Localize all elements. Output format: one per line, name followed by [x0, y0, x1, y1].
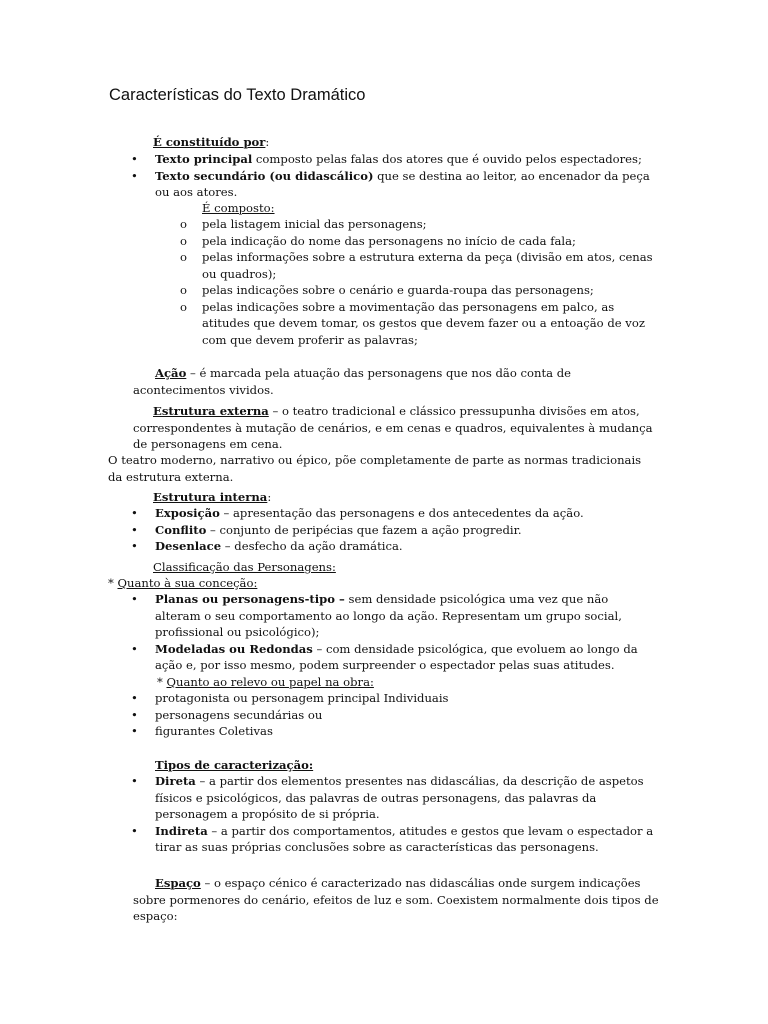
action-paragraph	[133, 365, 653, 398]
item-text: composto pelas falas dos atores que é ouvido pelos espectadores;	[252, 152, 642, 166]
item-term: Direta	[155, 774, 196, 788]
characterization-heading: Tipos de caracterização:	[155, 758, 314, 772]
list-item	[180, 216, 654, 233]
item-text: pela listagem inicial das personagens;	[202, 217, 427, 231]
space-paragraph	[133, 875, 663, 925]
internal-structure-heading-block	[153, 489, 653, 506]
bullet-marker: •	[131, 522, 138, 537]
modern-theatre-paragraph	[108, 452, 658, 485]
bullet-marker: •	[131, 774, 138, 788]
circle-marker: o	[180, 299, 187, 314]
item-term: Texto principal	[155, 152, 253, 166]
item-text: pela indicação do nome das personagens no início de cada fala;	[202, 233, 576, 248]
action-term: Ação	[155, 366, 187, 380]
composed-heading: É composto:	[202, 201, 275, 215]
composed-list	[180, 216, 654, 348]
list-item	[180, 282, 654, 299]
relief-heading: Quanto ao relevo ou papel na obra:	[166, 675, 374, 689]
circle-marker: o	[180, 250, 187, 264]
list-item	[131, 591, 651, 641]
list-item	[131, 168, 665, 201]
conception-label: *	[108, 576, 118, 590]
bullet-marker: •	[131, 707, 138, 722]
item-term: Desenlace	[155, 539, 222, 553]
list-item	[131, 522, 665, 539]
circle-marker: o	[180, 233, 187, 248]
internal-structure-list	[131, 505, 665, 555]
characters-heading-block	[153, 559, 653, 576]
modern-theatre-text: O teatro moderno, narrativo ou épico, põe completamente de parte as normas tradicionais da estrutura externa.	[108, 453, 642, 484]
relief-label: *	[157, 675, 167, 689]
item-text: – a partir dos comportamentos, atitudes e gestos que levam o espectador a tirar as suas próprias conclusões sobre as características das personagens.	[155, 823, 654, 854]
item-term: Texto secundário (ou didascálico)	[155, 168, 374, 183]
item-text: pelas indicações sobre a movimentação das personagens em palco, as atitudes que devem tomar, os gestos que devem fazer ou a entoação de voz com que devem proferir as palavras;	[202, 299, 645, 347]
constitution-heading-block	[153, 134, 673, 151]
characterization-heading-block	[155, 757, 655, 774]
item-term: Modeladas ou Redondas	[155, 641, 313, 656]
item-text: sem densidade psicológica uma vez que não alteram o seu comportamento ao longo da ação. Representam um grupo social, profissional ou psicológico);	[155, 592, 622, 639]
circle-marker: o	[180, 217, 187, 231]
internal-structure-heading: Estrutura interna	[153, 490, 268, 504]
item-text: – desfecho da ação dramática.	[221, 539, 403, 553]
item-text: – apresentação das personagens e dos antecedentes da ação.	[219, 506, 584, 520]
list-item	[180, 233, 654, 250]
space-term: Espaço	[155, 876, 201, 890]
relief-heading-block	[157, 674, 617, 691]
bullet-marker: •	[131, 592, 138, 606]
composed-heading-block	[202, 200, 662, 217]
item-text: personagens secundárias ou	[155, 707, 323, 722]
item-text: que se destina ao leitor, ao encenador da peça ou aos atores.	[155, 168, 650, 199]
bullet-marker: •	[131, 168, 138, 183]
list-item	[180, 249, 654, 282]
bullet-marker: •	[131, 691, 138, 705]
item-text: pelas indicações sobre o cenário e guarda-roupa das personagens;	[202, 283, 594, 297]
list-item	[131, 151, 665, 168]
constitution-heading-suffix: :	[265, 135, 270, 149]
conception-list	[131, 591, 651, 674]
conception-heading-block	[108, 575, 608, 592]
constitution-heading: É constituído por	[153, 135, 266, 149]
item-term: Exposição	[155, 506, 220, 520]
external-structure-term: Estrutura externa	[153, 404, 269, 418]
item-text: – com densidade psicológica, que evoluem ao longo da ação e, por isso mesmo, podem surpreender o espectador pelas suas atitudes.	[155, 641, 638, 672]
bullet-marker: •	[131, 641, 138, 656]
circle-marker: o	[180, 283, 187, 297]
item-text: figurantes Coletivas	[155, 724, 273, 738]
list-item	[131, 773, 665, 823]
item-term: Planas ou personagens-tipo –	[155, 592, 345, 606]
conception-heading: Quanto à sua conceção:	[117, 576, 258, 590]
item-text: protagonista ou personagem principal Individuais	[155, 691, 449, 705]
characterization-list	[131, 773, 665, 856]
list-item	[131, 723, 651, 740]
list-item	[131, 505, 665, 522]
item-text: – conjunto de peripécias que fazem a ação progredir.	[206, 522, 522, 537]
bullet-marker: •	[131, 823, 138, 838]
list-item	[131, 641, 651, 674]
item-text: pelas informações sobre a estrutura externa da peça (divisão em atos, cenas ou quadros);	[202, 250, 653, 281]
list-item	[131, 538, 665, 555]
bullet-marker: •	[131, 539, 138, 553]
bullet-marker: •	[131, 724, 138, 738]
item-text: – a partir dos elementos presentes nas didascálias, da descrição de aspetos físicos e psicológicos, das palavras de outras personagens, das palavras da personagem a propósito de si própria.	[155, 774, 644, 821]
item-term: Indireta	[155, 823, 208, 838]
bullet-marker: •	[131, 506, 138, 520]
characters-heading: Classificação das Personagens:	[153, 560, 336, 574]
page-title: Características do Texto Dramático	[109, 86, 366, 104]
internal-structure-heading-suffix: :	[267, 490, 272, 504]
item-term: Conflito	[155, 522, 207, 537]
list-item	[131, 823, 665, 856]
external-structure-text: – o teatro tradicional e clássico pressupunha divisões em atos, correspondentes à mutação de cenários, e em cenas e quadros, equivalentes à mudança de personagens em cena.	[133, 404, 653, 451]
relief-list	[131, 690, 651, 740]
list-item	[180, 299, 654, 349]
list-item	[131, 690, 651, 707]
list-item	[131, 707, 651, 724]
space-text: – o espaço cénico é caracterizado nas didascálias onde surgem indicações sobre pormenores do cenário, efeitos de luz e som. Coexistem normalmente dois tipos de espaço:	[133, 876, 659, 923]
bullet-marker: •	[131, 152, 138, 166]
constitution-list	[131, 151, 665, 201]
external-structure-paragraph	[133, 403, 661, 453]
action-text: – é marcada pela atuação das personagens que nos dão conta de acontecimentos vividos.	[133, 366, 571, 397]
